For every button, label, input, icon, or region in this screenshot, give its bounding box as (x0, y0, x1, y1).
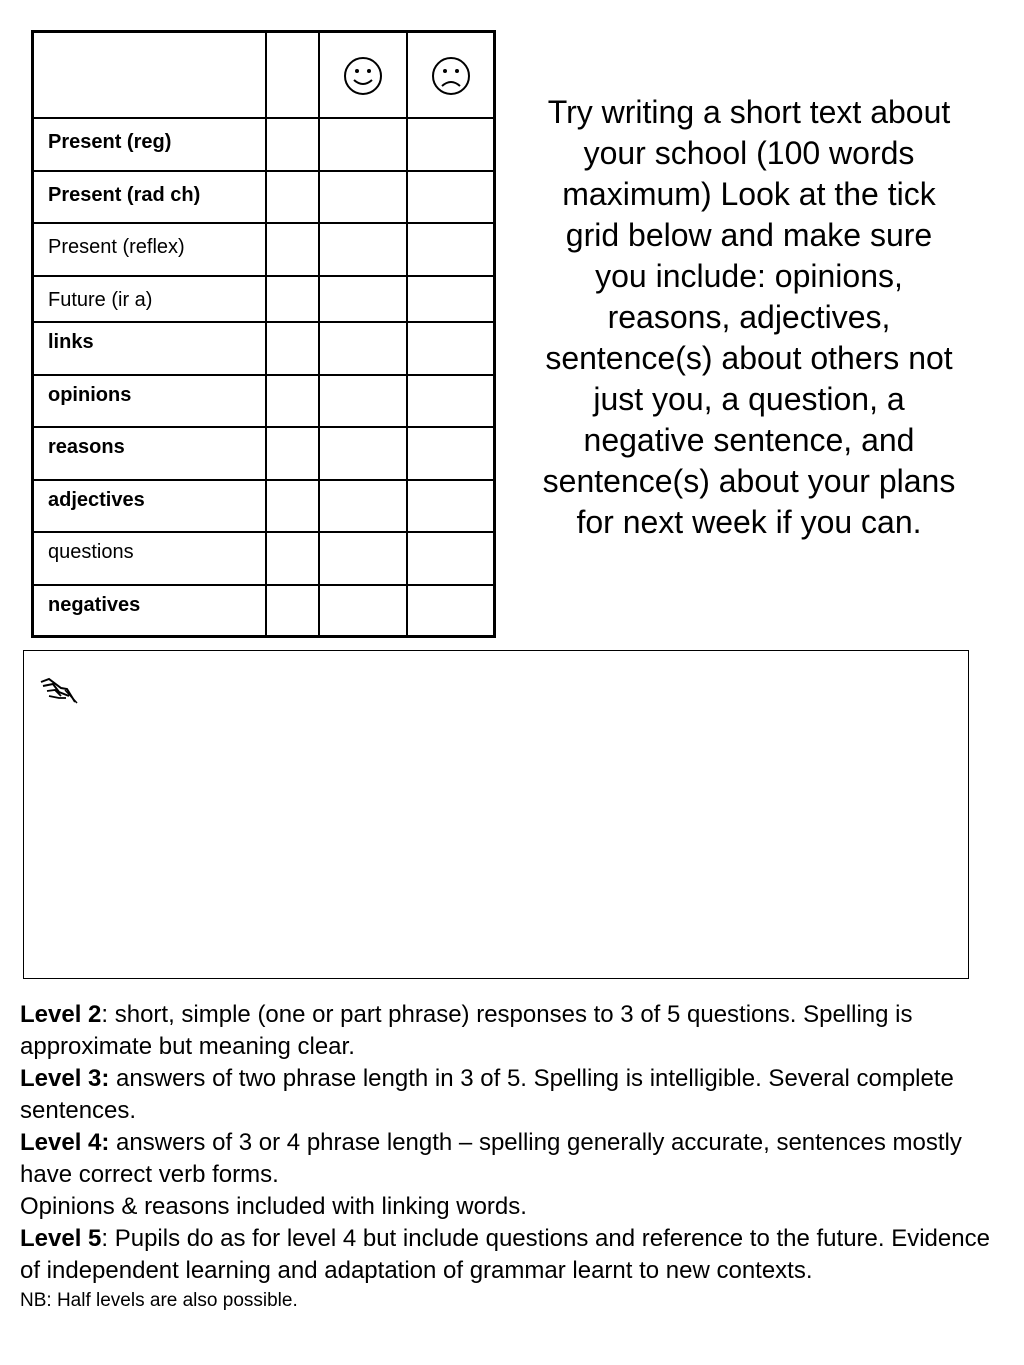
tick-cell[interactable] (266, 223, 319, 276)
row-label-cell (33, 223, 267, 276)
level-4-text: answers of 3 or 4 phrase length – spelling generally accurate, sentences mostly have correct verb forms. (20, 1129, 962, 1188)
tick-cell[interactable] (407, 427, 495, 480)
row-label: adjectives (48, 488, 145, 511)
header-cell-frown (407, 32, 495, 118)
tick-cell[interactable] (319, 322, 407, 375)
tick-cell[interactable] (266, 171, 319, 223)
tick-grid-row (33, 375, 495, 427)
level-5-text: : Pupils do as for level 4 but include questions and reference to the future. Evidence of independent learning and adaptation of grammar learnt to new contexts. (20, 1225, 990, 1284)
tick-cell[interactable] (407, 118, 495, 171)
row-label: Present (rad ch) (48, 183, 201, 206)
tick-cell[interactable] (266, 276, 319, 322)
tick-grid-row (33, 585, 495, 637)
tick-grid-row (33, 322, 495, 375)
tick-grid-header-row (33, 32, 495, 118)
writing-area[interactable] (23, 650, 969, 979)
row-label-cell (33, 276, 267, 322)
level-5-descriptor (20, 1223, 1000, 1287)
row-label: negatives (48, 593, 141, 616)
row-label-cell (33, 427, 267, 480)
row-label: reasons (48, 435, 125, 458)
level-2-text: : short, simple (one or part phrase) responses to 3 of 5 questions. Spelling is approximate but meaning clear. (20, 1001, 913, 1060)
header-cell-blank-2 (266, 32, 319, 118)
tick-cell[interactable] (407, 322, 495, 375)
tick-grid-row (33, 223, 495, 276)
level-3-heading: Level 3: (20, 1065, 110, 1092)
tick-cell[interactable] (407, 223, 495, 276)
level-descriptors (20, 999, 1000, 1315)
tick-grid-row (33, 480, 495, 532)
row-label-cell (33, 322, 267, 375)
tick-grid-row (33, 118, 495, 171)
row-label: Present (reflex) (48, 235, 185, 258)
tick-cell[interactable] (319, 480, 407, 532)
tick-cell[interactable] (319, 532, 407, 585)
writing-hand-icon (39, 676, 79, 706)
row-label: Present (reg) (48, 130, 172, 153)
tick-cell[interactable] (407, 532, 495, 585)
tick-grid (31, 30, 496, 638)
tick-cell[interactable] (407, 585, 495, 637)
tick-cell[interactable] (266, 322, 319, 375)
tick-cell[interactable] (319, 276, 407, 322)
smiley-face-icon (342, 55, 384, 97)
level-4-heading: Level 4: (20, 1129, 110, 1156)
tick-grid-row (33, 276, 495, 322)
tick-cell[interactable] (407, 171, 495, 223)
row-label-cell (33, 585, 267, 637)
row-label: Future (ir a) (48, 288, 153, 311)
row-label-cell (33, 171, 267, 223)
row-label: links (48, 330, 94, 353)
header-cell-smiley (319, 32, 407, 118)
tick-cell[interactable] (319, 171, 407, 223)
instructions-text: Try writing a short text about your school (100 words maximum) Look at the tick grid below and make sure you include: opinions, reasons, adjectives, sentence(s) about others not just you, a question, a negative sentence, and sentence(s) about your plans for next week if you can. (542, 94, 956, 540)
nb-note: NB: Half levels are also possible. (20, 1290, 298, 1311)
tick-cell[interactable] (266, 427, 319, 480)
level-3-descriptor (20, 1063, 1000, 1127)
level-4-descriptor (20, 1127, 1000, 1191)
tick-cell[interactable] (266, 375, 319, 427)
tick-grid-row (33, 171, 495, 223)
tick-cell[interactable] (319, 375, 407, 427)
tick-cell[interactable] (266, 118, 319, 171)
level-2-heading: Level 2 (20, 1001, 102, 1028)
tick-cell[interactable] (407, 480, 495, 532)
tick-cell[interactable] (319, 118, 407, 171)
header-cell-blank (33, 32, 267, 118)
level-4-extra: Opinions & reasons included with linking words. (20, 1193, 527, 1220)
tick-grid-row (33, 427, 495, 480)
row-label-cell (33, 375, 267, 427)
tick-cell[interactable] (266, 532, 319, 585)
tick-cell[interactable] (407, 276, 495, 322)
tick-cell[interactable] (266, 585, 319, 637)
row-label-cell (33, 118, 267, 171)
frowning-face-icon (430, 55, 472, 97)
level-3-text: answers of two phrase length in 3 of 5. Spelling is intelligible. Several complete sentences. (20, 1065, 954, 1124)
level-2-descriptor (20, 999, 1000, 1063)
row-label: questions (48, 540, 134, 563)
row-label-cell (33, 532, 267, 585)
row-label-cell (33, 480, 267, 532)
tick-grid-row (33, 532, 495, 585)
level-5-heading: Level 5 (20, 1225, 102, 1252)
tick-cell[interactable] (266, 480, 319, 532)
tick-cell[interactable] (319, 585, 407, 637)
tick-cell[interactable] (319, 223, 407, 276)
row-label: opinions (48, 383, 132, 406)
tick-cell[interactable] (319, 427, 407, 480)
tick-cell[interactable] (407, 375, 495, 427)
